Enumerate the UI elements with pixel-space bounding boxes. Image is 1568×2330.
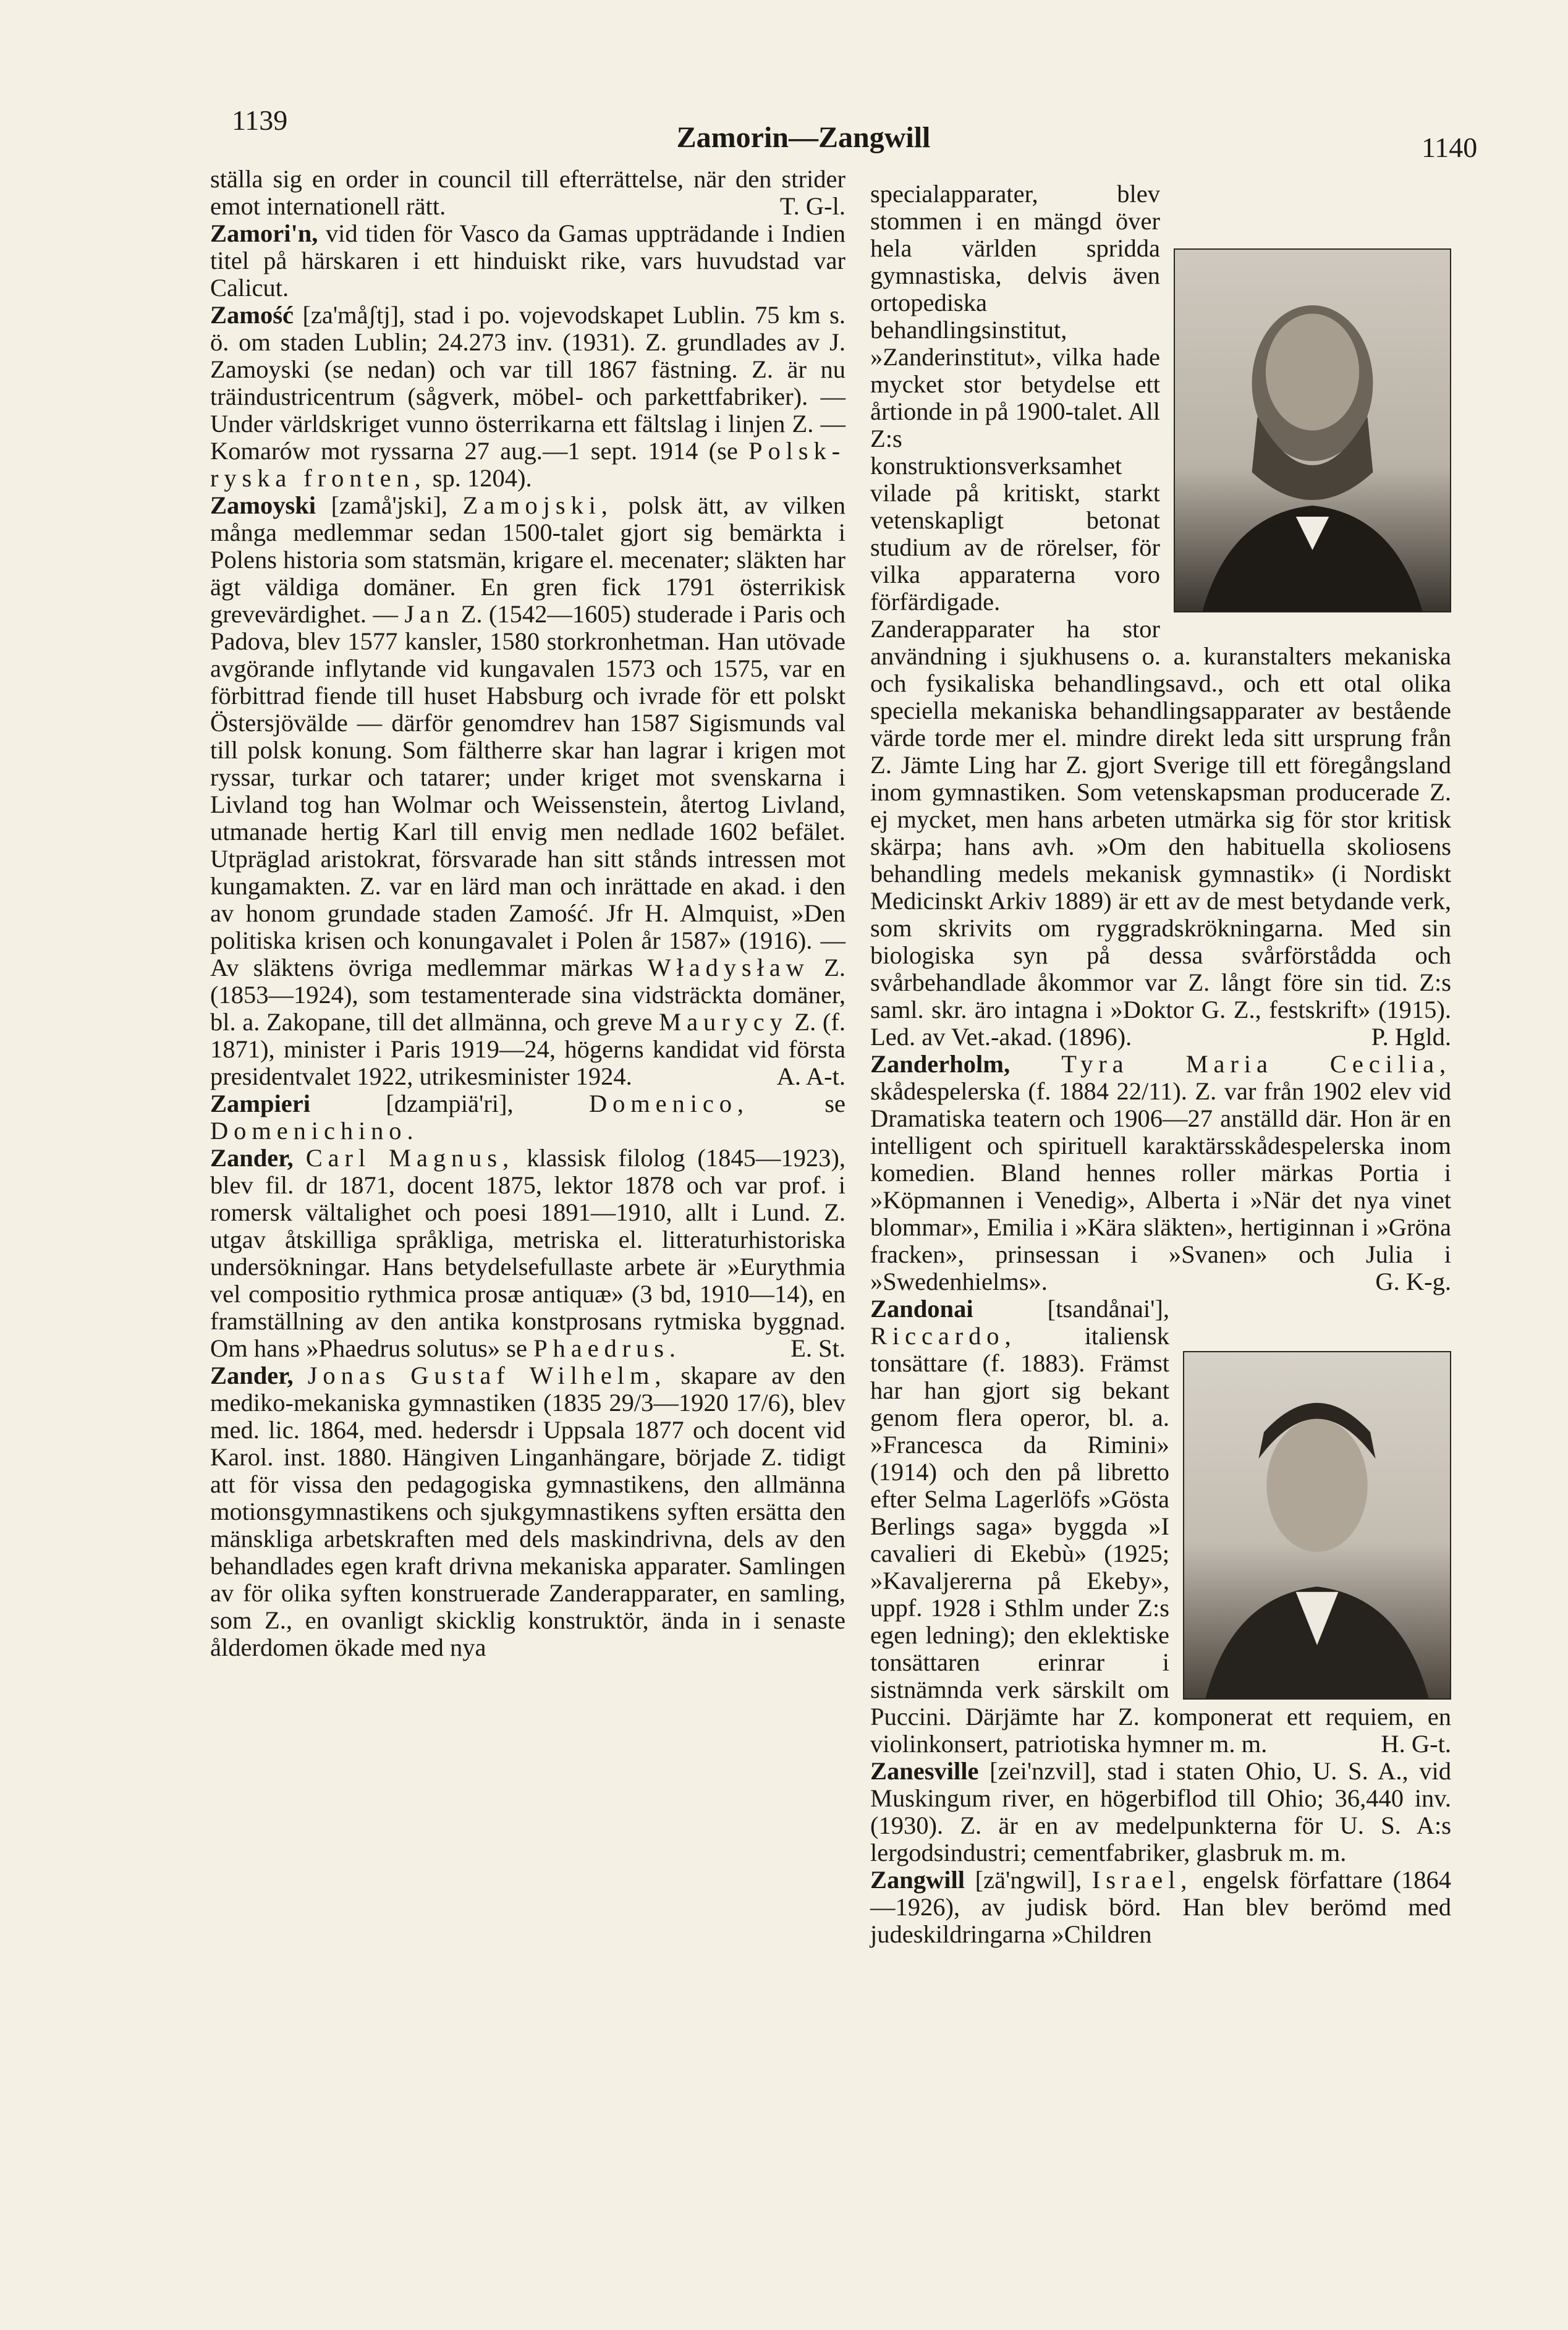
entry-name: Władysław: [647, 954, 810, 981]
entry-zander-jonas-gustaf: [210, 1362, 845, 1661]
entry-name: Zamojski,: [462, 491, 613, 519]
entry-text: klassisk filolog (1845—1923), blev fil. dr 1871, docent 1875, lektor 1878 och var prof. i romersk vältalighet och poesi 1891—1910, allt i Lund. Z. utgav åtskilliga språkliga, metriska el. litteraturhistoriska undersökningar. Hans betydelsefullaste arbete är »Eurythmia vel compositio rythmica prosæ antiquæ» (3 bd, 1910—14), en framställning av den antika konstprosans rytmiska byggnad. Om hans »Phaedrus solutus» se: [210, 1144, 846, 1362]
entry-zamorin: [210, 220, 845, 302]
entry-headword: Zampieri: [210, 1090, 310, 1117]
entry-text: Z. (f. 1871), minister i Paris 1919—24, högerns kandidat vid första presidentvalet 1922, utrikesminister 1924.: [210, 1008, 846, 1090]
entry-signature: H. G-t.: [1381, 1730, 1451, 1758]
entry-zamosc: [210, 302, 845, 492]
portrait-zandonai-photo: [1183, 1351, 1451, 1700]
entry-headword: Zangwill: [870, 1866, 965, 1894]
entry-zampieri: [210, 1090, 845, 1145]
entry-text: italiensk tonsättare (f. 1883). Främst har han gjort sig bekant genom flera operor, bl. a. »Francesca da Rimini» (1914) och den på libretto efter Selma Lagerlöfs »Gösta Berlings saga» byggda »I cavalieri di Ekebù» (1925; »Kavaljererna på Ekeby», uppf. 1928 i Sthlm under Z:s egen ledning); den eklektiske tonsättaren erinrar i sistnämnda verk särskilt om Puccini. Därjämte har Z. komponerat ett requiem, en violinkonsert, patriotiska hymner m. m.: [870, 1322, 1451, 1758]
entry-headword: Zamość: [210, 301, 294, 329]
entry-headword: Zander,: [210, 1144, 294, 1172]
entry-signature: G. K-g.: [1375, 1268, 1451, 1295]
entry-text: skådespelerska (f. 1884 22/11). Z. var från 1902 elev vid Dramatiska teatern och 1906—27 anställd där. Hon är en intelligent och spirituell karaktärsskådespelerska inom komedien. Bland hennes roller märkas Portia i »Köpmannen i Venedig», Alberta i »När det nya vinet blommar», Emilia i »Kära släkten», hertiginnan i »Gröna fracken», prinsessan i »Svanen» och Julia i »Swedenhielms».: [870, 1077, 1451, 1295]
entry-text: [zamå'jski],: [331, 491, 447, 519]
entry-text: [tsandånai'],: [1047, 1295, 1169, 1323]
page-number-right: 1140: [1422, 132, 1478, 163]
entry-text: sp. 1204).: [432, 464, 532, 492]
entry-name: Carl Magnus,: [305, 1144, 515, 1172]
portrait-figure-icon: [1175, 250, 1450, 611]
entry-text: vid tiden för Vasco da Gamas uppträdande i Indien titel på härskaren i ett hinduiskt rike, vars huvudstad var Calicut.: [210, 219, 845, 302]
entry-headword: Zanderholm,: [870, 1050, 1011, 1078]
page-title: Zamorin—Zangwill: [676, 121, 931, 154]
entry-zander-continued: [870, 180, 1451, 1051]
cross-reference: Domenichino.: [210, 1117, 419, 1145]
entry-headword: Zamoyski: [210, 491, 316, 519]
entry-zandonai: [870, 1295, 1451, 1758]
entry-zander-carl-magnus: [210, 1145, 845, 1362]
entry-zanderholm: [870, 1051, 1451, 1295]
entry-name: Jonas Gustaf Wilhelm,: [307, 1362, 667, 1389]
entry-text: [zei'nzvil], stad i staten Ohio, U. S. A., vid Muskingum river, en högerbiflod till Ohio; 36,440 inv. (1930). Z. är en av medelpunkterna för U. S. A:s lergodsindustri; cementfabriker, glasbruk m. m.: [870, 1757, 1452, 1866]
entry-text: Z. (1853—1924), som testamenterade sina vidsträckta domäner, bl. a. Zakopane, till det allmänna, och greve: [210, 954, 846, 1036]
entry-signature: T. G-l.: [779, 192, 845, 220]
entry-signature: E. St.: [790, 1334, 845, 1362]
entry-text: [zä'ngwil],: [975, 1866, 1082, 1894]
right-column: [870, 180, 1451, 1948]
entry-text: [dzampiä'ri],: [386, 1090, 514, 1117]
entry-headword: Zanesville: [870, 1757, 979, 1785]
entry-zanesville: [870, 1758, 1451, 1866]
entry-name: Maurycy: [659, 1008, 788, 1036]
entry-headword: Zandonai: [870, 1295, 973, 1323]
entry-text: specialapparater, blev stommen i en mängd över hela världen spridda gymnastiska, delvis även ortopediska behandlingsinstitut, »Zanderinstitut», vilka hade mycket stor betydelse ett årtionde in på 1900-talet. All Z:s konstruktionsverksamhet vilade på kritiskt, starkt vetenskapligt betonat studium av de rörelser, för vilka apparaterna voro förfärdigade. Zanderapparater ha stor användning i sjukhusens o. a. kuranstalters mekaniska och fysikaliska behandlingsavd., och ett otal olika speciella mekaniska behandlingsapparater av bestående värde torde mer el. mindre direkt leda sitt ursprung från Z. Jämte Ling har Z. gjort Sverige till ett föregångsland inom gymnastiken. Som vetenskapsman producerade Z. ej mycket, men hans arbeten utmärka sig för stor kritisk skärpa; hans avh. »Om den habituella skoliosens behandling medels mekanisk gymnastik» (i Nordiskt Medicinskt Arkiv 1889) är ett av de mest betydande verk, som skrivits om ryggradskrökningarna. Med sin biologiska syn på dessa svårförstådda och svårbehandlade åkommor var Z. långt före sin tid. Z:s saml. skr. äro intagna i »Doktor G. Z., festskrift» (1915). Led. av Vet.-akad. (1896).: [870, 180, 1451, 1051]
portrait-zander-photo: [1174, 248, 1451, 612]
entry-headword: Zamori'n,: [210, 219, 318, 247]
entry-name: Domenico,: [588, 1090, 749, 1117]
entry-text: polsk ätt, av vilken många medlemmar sedan 1500-talet gjort sig bemärkta i Polens historia som statsmän, krigare el. mecenater; släkten har ägt väldiga domäner. En gren fick 1791 österrikisk grevevärdighet. —: [210, 491, 845, 628]
portrait-figure-icon: [1184, 1352, 1450, 1698]
entry-name: Israel,: [1091, 1866, 1193, 1894]
entry-signature: A. A-t.: [776, 1062, 845, 1090]
entry-name: Jan: [404, 600, 455, 628]
entry-name: Riccardo,: [870, 1322, 1017, 1350]
entry-text: engelsk författare (1864—1926), av judisk börd. Han blev berömd med judeskildringarna »Children: [870, 1866, 1452, 1948]
entry-zamora-tail: [210, 166, 845, 220]
entry-zangwill: [870, 1866, 1451, 1948]
entry-headword: Zander,: [210, 1362, 294, 1389]
page-number-left: 1139: [232, 104, 288, 136]
entry-name: Tyra Maria Cecilia,: [1061, 1050, 1452, 1078]
entry-text: Z. (1542—1605) studerade i Paris och Padova, blev 1577 kansler, 1580 storkronhetman. Han utövade avgörande inflytande vid kungavalen 1573 och 1575, var en förbittrad fiende till huset Habsburg och ivrade för ett polskt Östersjövälde — därför genomdrev han 1587 Sigismunds val till polsk konung. Som fältherre skar han lagrar i krigen mot ryssar, turkar och tatarer; under kriget mot svenskarna i Livland tog han Wolmar och Weissenstein, återtog Livland, utmanade hertig Karl till envig men nedlade 1602 befälet. Utpräglad aristokrat, försvarade han sitt stånds intressen mot kungamakten. Z. var en lärd man och inrättade en akad. i den av honom grundade staden Zamość. Jfr H. Almquist, »Den politiska krisen och konungavalet i Polen år 1587» (1916). — Av släktens övriga medlemmar märkas: [210, 600, 846, 981]
entry-text: skapare av den mediko-mekaniska gymnastiken (1835 29/3—1920 17/6), blev med. lic. 1864, med. hedersdr i Uppsala 1877 och docent vid Karol. inst. 1880. Hängiven Linganhängare, började Z. tidigt att för vissa den pedagogiska gymnastikens, den allmänna motionsgymnastikens och sjukgymnastikens syften ersätta den mänskliga arbetskraften med dels maskindrivna, dels av den behandlades egen kraft drivna mekaniska apparater. Samlingen av för olika syften konstruerade Zanderapparater, en samling, som Z., en ovanligt skicklig konstruktör, ända in i senaste ålderdomen ökade med nya: [210, 1362, 845, 1661]
cross-reference: Polsk-ryska fronten,: [210, 437, 846, 492]
cross-reference: Phaedrus.: [533, 1334, 681, 1362]
entry-zamoyski: [210, 492, 845, 1090]
entry-text: ställa sig en order in council till efterrättelse, när den strider emot internationell rätt.: [210, 165, 845, 220]
left-column: [210, 166, 845, 1661]
entry-text: [za'måʃtj], stad i po. vojevodskapet Lublin. 75 km s. ö. om staden Lublin; 24.273 inv. (1931). Z. grundlades av J. Zamoyski (se nedan) och var till 1867 fästning. Z. är nu träindustricentrum (sågverk, möbel- och parkettfabriker). — Under världskriget vunno österrikarna ett fältslag i linjen Z. — Komarów mot ryssarna 27 aug.—1 sept. 1914 (se: [210, 301, 846, 465]
entry-text: se: [824, 1090, 846, 1117]
entry-signature: P. Hgld.: [1371, 1023, 1451, 1051]
